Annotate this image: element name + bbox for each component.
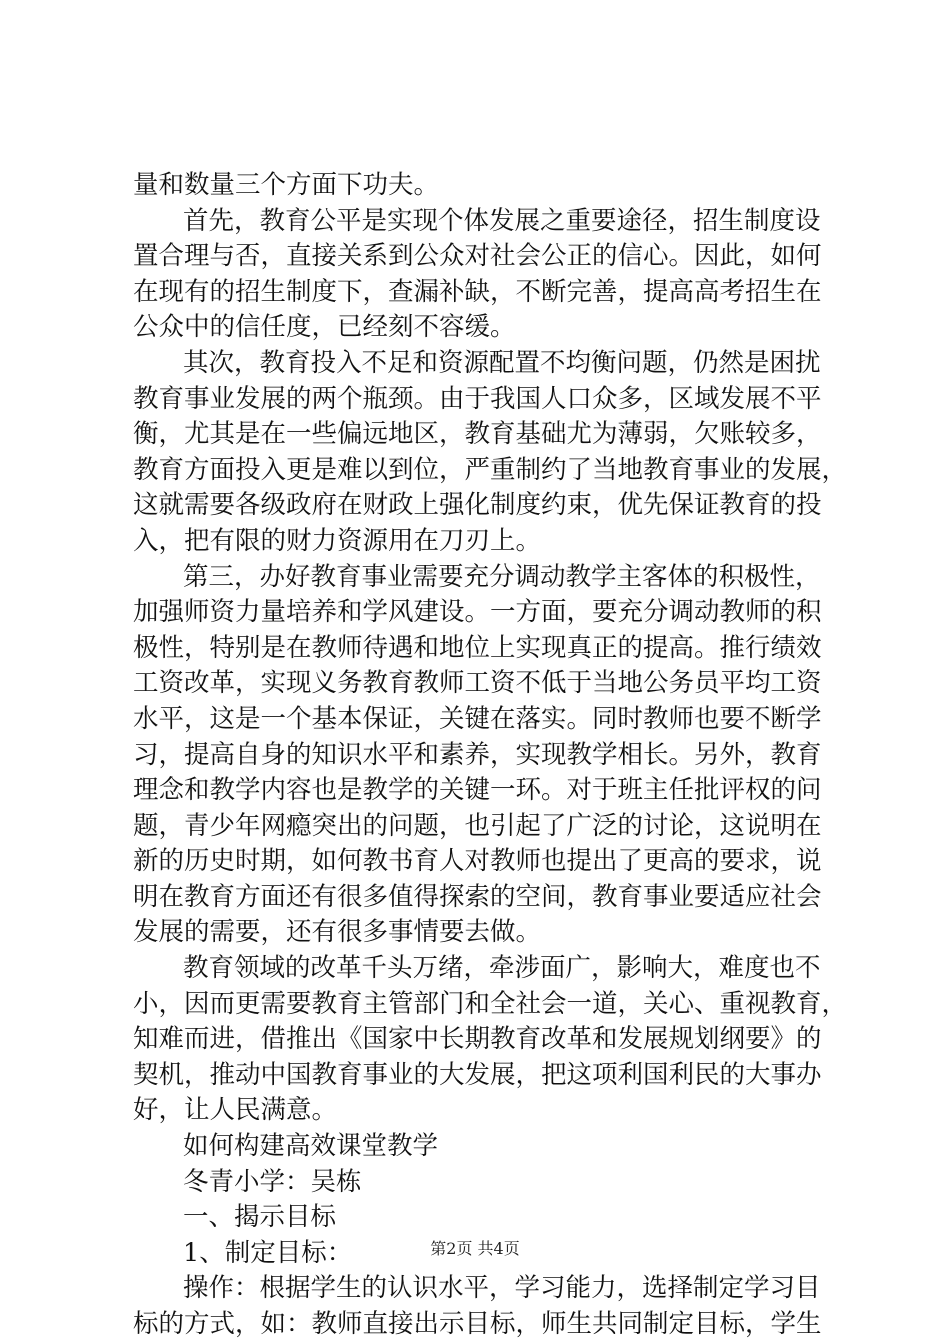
text-line: 这就需要各级政府在财政上强化制度约束，优先保证教育的投 bbox=[133, 490, 822, 521]
text-line: 发展的需要，还有很多事情要去做。 bbox=[133, 917, 542, 948]
text-line: 加强师资力量培养和学风建设。一方面，要充分调动教师的积 bbox=[133, 597, 822, 628]
text-line: 工资改革，实现义务教育教师工资不低于当地公务员平均工资 bbox=[133, 668, 822, 699]
text-line: 1、制定目标： bbox=[183, 1237, 353, 1268]
text-line: 衡，尤其是在一些偏远地区，教育基础尤为薄弱，欠账较多， bbox=[133, 419, 822, 450]
text-line: 置合理与否，直接关系到公众对社会公正的信心。因此，如何 bbox=[133, 241, 822, 272]
text-line: 极性，特别是在教师待遇和地位上实现真正的提高。推行绩效 bbox=[133, 632, 822, 663]
text-line: 水平，这是一个基本保证，关键在落实。同时教师也要不断学 bbox=[133, 703, 822, 734]
text-line: 题，青少年网瘾突出的问题，也引起了广泛的讨论，这说明在 bbox=[133, 810, 822, 841]
text-line: 明在教育方面还有很多值得探索的空间，教育事业要适应社会 bbox=[133, 881, 822, 912]
text-line: 量和数量三个方面下功夫。 bbox=[133, 170, 440, 200]
text-line: 冬青小学：吴栋 bbox=[183, 1166, 362, 1197]
text-line: 公众中的信任度，已经刻不容缓。 bbox=[133, 312, 516, 343]
text-line: 小，因而更需要教育主管部门和全社会一道，关心、重视教育， bbox=[133, 988, 848, 1019]
text-line: 第三，办好教育事业需要充分调动教学主客体的积极性， bbox=[183, 561, 821, 592]
text-line: 首先，教育公平是实现个体发展之重要途径，招生制度设 bbox=[183, 205, 821, 236]
text-line: 教育领域的改革千头万绪，牵涉面广，影响大，难度也不 bbox=[183, 953, 821, 984]
text-line: 理念和教学内容也是教学的关键一环。对于班主任批评权的问 bbox=[133, 775, 822, 806]
text-line: 好，让人民满意。 bbox=[133, 1095, 338, 1126]
text-line: 标的方式，如：教师直接出示目标，师生共同制定目标，学生 bbox=[133, 1309, 822, 1339]
text-line: 知难而进，借推出《国家中长期教育改革和发展规划纲要》的 bbox=[133, 1024, 822, 1055]
text-line: 契机，推动中国教育事业的大发展，把这项利国利民的大事办 bbox=[133, 1059, 822, 1090]
text-line: 习，提高自身的知识水平和素养，实现教学相长。另外，教育 bbox=[133, 739, 822, 770]
page-footer: 第2页 共4页 bbox=[430, 1239, 520, 1258]
text-line: 入，把有限的财力资源用在刀刃上。 bbox=[133, 525, 542, 556]
document-body bbox=[133, 168, 848, 1343]
text-line: 其次，教育投入不足和资源配置不均衡问题，仍然是困扰 bbox=[183, 347, 821, 378]
text-line: 教育事业发展的两个瓶颈。由于我国人口众多，区域发展不平 bbox=[133, 383, 822, 414]
text-line: 一、揭示目标 bbox=[183, 1202, 337, 1233]
text-line: 如何构建高效课堂教学 bbox=[183, 1131, 439, 1162]
text-line: 操作：根据学生的认识水平，学习能力，选择制定学习目 bbox=[183, 1273, 821, 1304]
text-line: 教育方面投入更是难以到位，严重制约了当地教育事业的发展， bbox=[133, 454, 848, 485]
text-line: 新的历史时期，如何教书育人对教师也提出了更高的要求，说 bbox=[133, 846, 822, 877]
text-line: 在现有的招生制度下，查漏补缺，不断完善，提高高考招生在 bbox=[133, 276, 822, 307]
